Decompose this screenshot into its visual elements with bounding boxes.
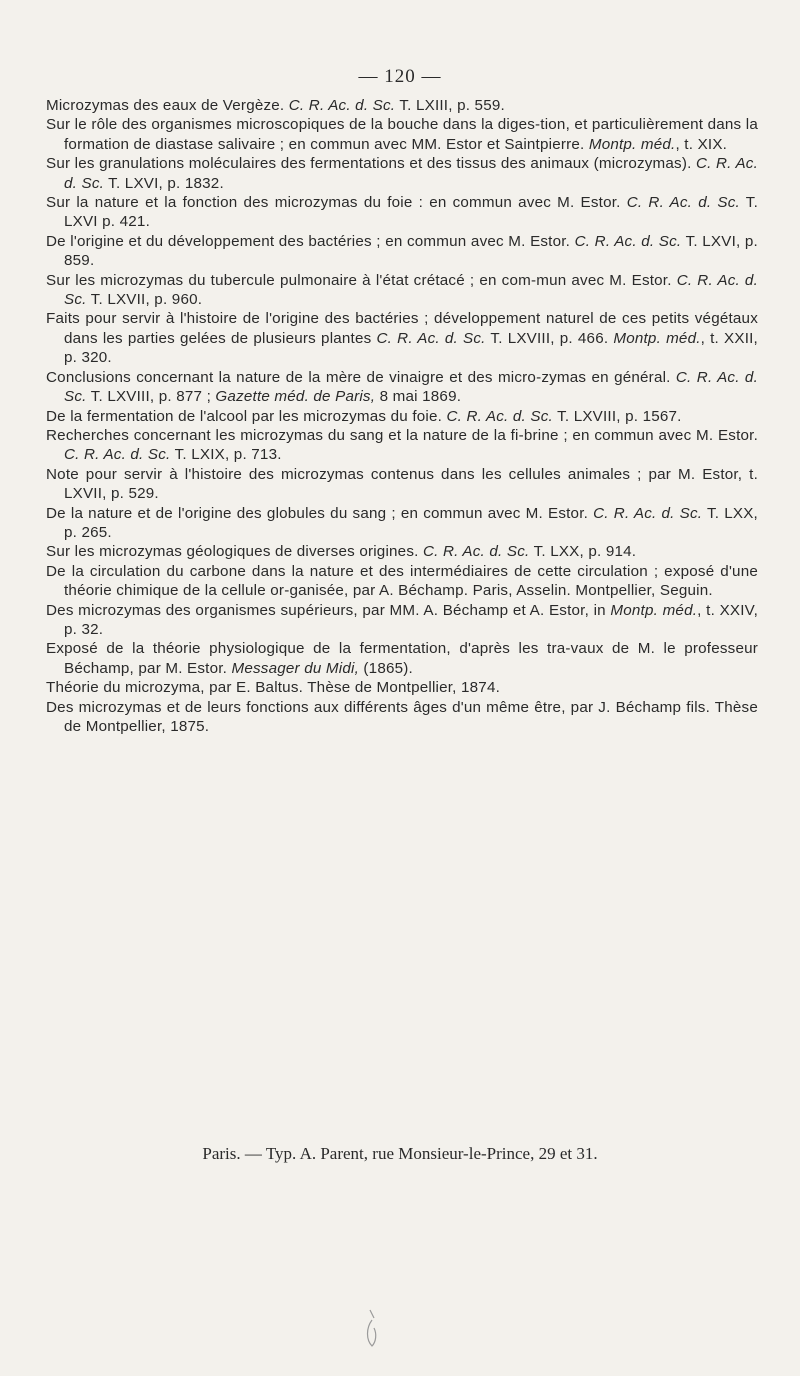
bibliography-entry <box>46 407 758 426</box>
entry-text: Conclusions concernant la nature de la mère de vinaigre et des micro-zymas en général. <box>46 368 676 386</box>
entry-text: Des microzymas des organismes supérieurs, par MM. A. Béchamp et A. Estor, in <box>46 601 611 619</box>
entry-text: De la circulation du carbone dans la nature et des intermédiaires de cette circulation ; exposé d'une théorie chimique de la cellule or-ganisée, par A. Béchamp. Paris, Asselin. Montpellier, Seguin. <box>46 562 758 600</box>
entry-tail: T. LXVIII, p. 1567. <box>552 407 682 425</box>
bibliography-entry <box>46 271 758 310</box>
entry-source: Montp. méd. <box>610 601 698 619</box>
bibliography-entry <box>46 601 758 640</box>
entry-tail: T. LXVII, p. 960. <box>86 291 203 309</box>
entry-source-secondary: Montp. méd. <box>613 329 701 347</box>
entry-text: Des microzymas et de leurs fonctions aux différents âges d'un même être, par J. Béchamp fils. Thèse de Montpellier, 1875. <box>46 698 758 735</box>
entry-text: Note pour servir à l'histoire des microzymas contenus dans les cellules animales ; par M. Estor, t. LXVII, p. 529. <box>46 465 758 503</box>
entry-tail: T. LXX, p. 914. <box>529 543 637 561</box>
bibliography-entry <box>46 193 758 232</box>
bibliography-entry <box>46 562 758 601</box>
entry-text: Sur les microzymas du tubercule pulmonaire à l'état crétacé ; en com-mun avec M. Estor. <box>46 271 677 289</box>
entry-source: C. R. Ac. d. Sc. <box>64 446 171 464</box>
entry-text: Sur les microzymas géologiques de diverses origines. <box>46 543 423 561</box>
entry-source: C. R. Ac. d. Sc. <box>64 271 759 309</box>
entry-text: Sur la nature et la fonction des microzymas du foie : en commun avec M. Estor. <box>46 194 627 212</box>
entry-text: De l'origine et du développement des bactéries ; en commun avec M. Estor. <box>46 232 575 250</box>
bibliography-entry <box>46 678 758 697</box>
entry-tail: , t. XIX. <box>675 135 728 153</box>
entry-source: C. R. Ac. d. Sc. <box>574 232 682 250</box>
entry-text: Sur les granulations moléculaires des fermentations et des tissus des animaux (microzymas). <box>46 155 696 173</box>
entry-text: Sur le rôle des organismes microscopiques de la bouche dans la diges-tion, et particulièrement dans la formation de diastase salivaire ; en commun avec MM. Estor et Saintpierre. <box>46 116 758 153</box>
entry-tail: T. LXVIII, p. 877 ; <box>86 388 216 406</box>
entry-tail-secondary: , t. XXII, p. 320. <box>64 329 758 367</box>
page-number: — 120 — <box>358 66 442 87</box>
bibliography-entry <box>46 504 758 543</box>
entry-tail: T. LXIII, p. 559. <box>395 97 505 114</box>
entry-source-secondary: Gazette méd. de Paris, <box>215 388 376 406</box>
entry-source: C. R. Ac. d. Sc. <box>422 543 530 561</box>
entry-text: Faits pour servir à l'histoire de l'origine des bactéries ; développement naturel de ces petits végétaux dans les parties gelées de plusieurs plantes <box>46 310 758 347</box>
entry-text: De la nature et de l'origine des globules du sang ; en commun avec M. Estor. <box>46 504 594 522</box>
entry-tail: T. LXVI, p. 859. <box>64 232 758 270</box>
entry-tail: T. LXX, p. 265. <box>64 504 758 541</box>
bibliography-entry <box>46 96 758 115</box>
entry-source: C. R. Ac. d. Sc. <box>64 368 758 406</box>
bibliography-entry <box>46 154 758 193</box>
bibliography-entry <box>46 698 758 737</box>
entry-tail: T. LXVIII, p. 466. <box>485 329 614 347</box>
entry-tail-secondary: 8 mai 1869. <box>375 388 462 406</box>
bibliography-entry <box>46 368 758 407</box>
entry-source: C. R. Ac. d. Sc. <box>64 155 758 192</box>
entry-text: Recherches concernant les microzymas du sang et la nature de la fi-brine ; en commun avec M. Estor. <box>46 426 758 444</box>
entry-tail: (1865). <box>359 659 413 677</box>
entry-source: Montp. méd. <box>588 135 676 153</box>
bibliography-entry <box>46 465 758 504</box>
bibliography-entry <box>46 639 758 678</box>
bibliography-entry <box>46 232 758 271</box>
entry-text: Exposé de la théorie physiologique de la fermentation, d'après les tra-vaux de M. le professeur Béchamp, par M. Estor. <box>46 640 758 677</box>
entry-source: C. R. Ac. d. Sc. <box>593 504 703 522</box>
bibliography-entry <box>46 542 758 561</box>
entry-source: C. R. Ac. d. Sc. <box>446 407 553 425</box>
entry-source: C. R. Ac. d. Sc. <box>626 194 740 212</box>
entry-tail: T. LXIX, p. 713. <box>170 446 282 464</box>
bibliography-list <box>46 96 758 736</box>
entry-tail: , t. XXIV, p. 32. <box>64 601 758 638</box>
printer-imprint: Paris. — Typ. A. Parent, rue Monsieur-le-Prince, 29 et 31. <box>202 1144 598 1163</box>
entry-source: C. R. Ac. d. Sc. <box>376 329 486 347</box>
entry-source: C. R. Ac. d. Sc. <box>288 97 396 114</box>
entry-text: De la fermentation de l'alcool par les microzymas du foie. <box>46 407 447 425</box>
bibliography-entry <box>46 115 758 154</box>
bibliography-entry <box>46 426 758 465</box>
pencil-mark <box>364 1308 380 1348</box>
entry-tail: T. LXVI, p. 1832. <box>104 174 224 192</box>
bibliography-entry <box>46 309 758 367</box>
entry-source: Messager du Midi, <box>231 659 359 677</box>
entry-tail: T. LXVI p. 421. <box>64 194 759 231</box>
entry-text: Microzymas des eaux de Vergèze. <box>46 97 289 114</box>
entry-text: Théorie du microzyma, par E. Baltus. Thèse de Montpellier, 1874. <box>46 679 501 697</box>
